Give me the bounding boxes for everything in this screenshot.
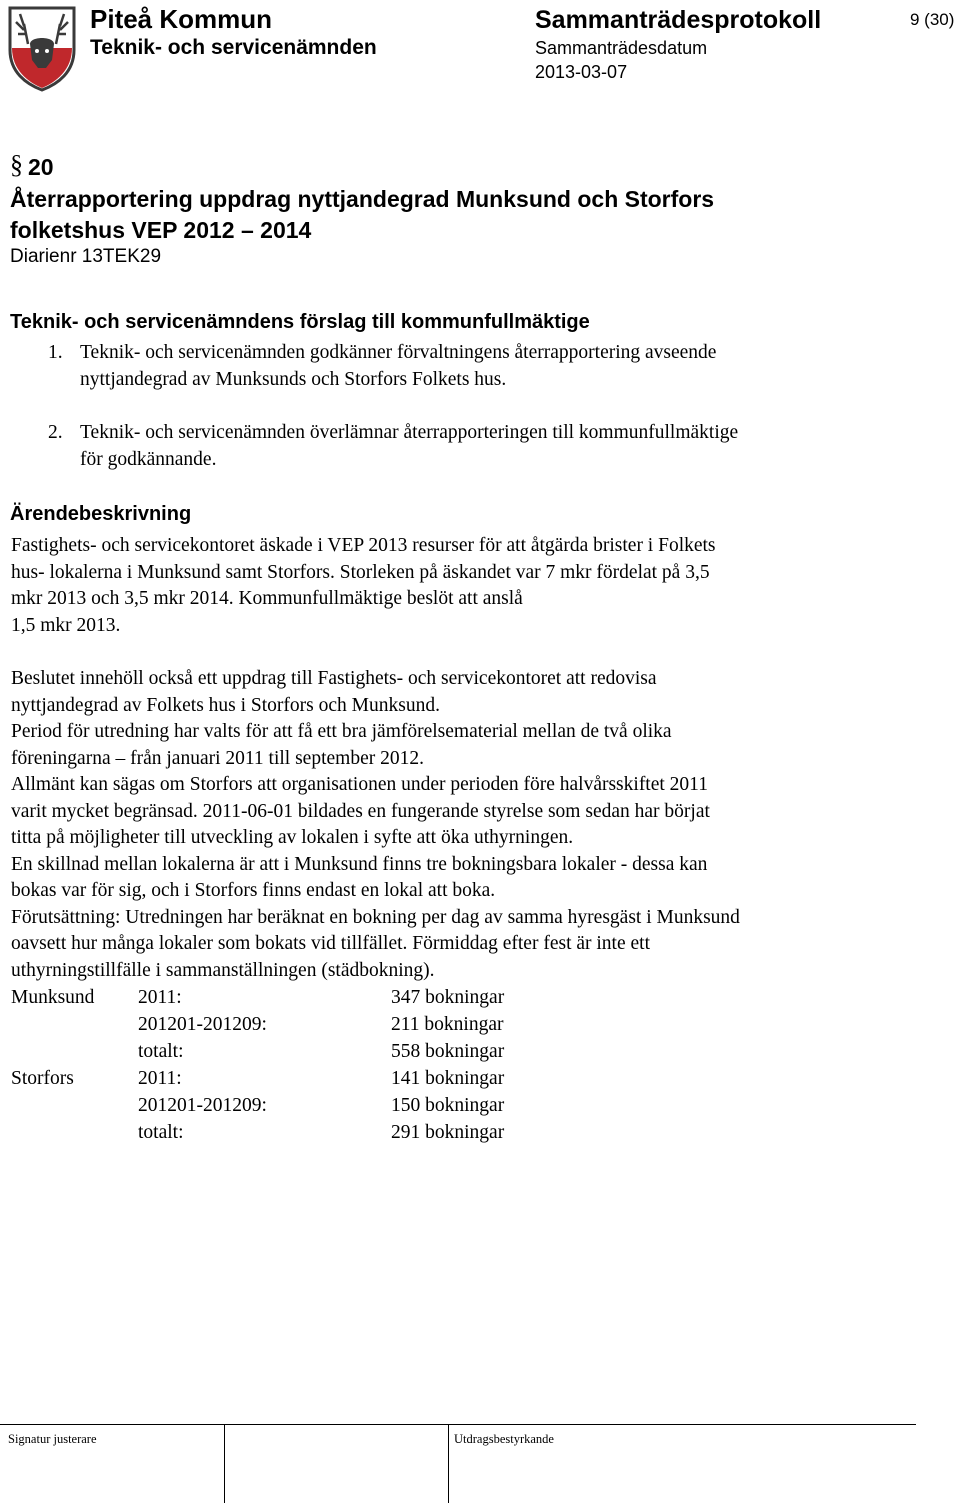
table-cell-value: 150 bokningar: [391, 1095, 505, 1116]
paragraph-line: hus- lokalerna i Munksund samt Storfors. Storleken på äskandet var 7 mkr fördelat på 3,5: [11, 561, 710, 583]
organization-name: Piteå Kommun: [90, 4, 273, 34]
list-item-number: 1.: [48, 342, 63, 363]
paragraph-line: Period för utredning har valts för att få ett bra jämförelsematerial mellan de två olika: [11, 721, 672, 742]
paragraph-symbol: §: [10, 150, 23, 179]
section-title-line: Återrapportering uppdrag nyttjandegrad Munksund och Storfors: [10, 186, 715, 212]
table-cell-value: 347 bokningar: [391, 987, 505, 1008]
table-cell-period: 2011:: [138, 987, 182, 1008]
municipal-coat-of-arms-logo: [6, 4, 78, 92]
document-type: Sammanträdesprotokoll: [535, 6, 822, 34]
meeting-date: 2013-03-07: [535, 62, 628, 82]
table-cell-value: 558 bokningar: [391, 1041, 505, 1062]
paragraph-line: uthyrningstillfälle i sammanställningen (städbokning).: [11, 959, 435, 981]
paragraph-line: mkr 2013 och 3,5 mkr 2014. Kommunfullmäktige beslöt att anslå: [11, 588, 523, 609]
table-cell-period: 201201-201209:: [138, 1095, 267, 1116]
table-cell-value: 291 bokningar: [391, 1122, 505, 1143]
registry-number: Diarienr 13TEK29: [10, 246, 162, 267]
paragraph-line: Förutsättning: Utredningen har beräknat en bokning per dag av samma hyresgäst i Munksund: [11, 906, 740, 928]
description-paragraph-2: [11, 666, 740, 984]
list-item-line: nyttjandegrad av Munksunds och Storfors Folkets hus.: [80, 368, 507, 390]
table-cell-period: totalt:: [138, 1041, 184, 1062]
footer-column-divider: [448, 1424, 449, 1503]
table-cell-place: Munksund: [11, 987, 95, 1008]
table-cell-place: Storfors: [11, 1068, 74, 1089]
table-cell-period: 2011:: [138, 1068, 182, 1089]
list-item-text: [80, 340, 716, 393]
signature-label: Signatur justerare: [8, 1432, 97, 1446]
table-cell-period: totalt:: [138, 1122, 184, 1143]
list-item-text: [80, 420, 738, 473]
page-number: 9 (30): [910, 10, 955, 29]
table-cell-period: 201201-201209:: [138, 1014, 267, 1035]
proposal-heading: Teknik- och servicenämndens förslag till kommunfullmäktige: [10, 311, 590, 333]
paragraph-line: Beslutet innehöll också ett uppdrag till Fastighets- och servicekontoret att redovisa: [11, 668, 657, 689]
paragraph-line: Allmänt kan sägas om Storfors att organisationen under perioden före halvårsskiftet 2011: [11, 774, 708, 795]
table-cell-value: 141 bokningar: [391, 1068, 505, 1089]
paragraph-line: titta på möjligheter till utveckling av lokalen i syfte att öka uthyrningen.: [11, 827, 574, 848]
paragraph-number: 20: [28, 154, 54, 180]
list-item-line: Teknik- och servicenämnden överlämnar återrapporteringen till kommunfullmäktige: [80, 422, 739, 443]
section-title: [10, 184, 910, 246]
description-heading: Ärendebeskrivning: [10, 503, 192, 525]
section-title-line: folketshus VEP 2012 – 2014: [10, 217, 312, 243]
list-item-line: Teknik- och servicenämnden godkänner förvaltningens återrapportering avseende: [80, 342, 717, 363]
paragraph-line: varit mycket begränsad. 2011-06-01 bildades en fungerande styrelse som sedan har börjat: [11, 800, 710, 822]
description-paragraph-1: [11, 533, 716, 639]
meeting-date-label: Sammanträdesdatum: [535, 38, 708, 58]
list-item-number: 2.: [48, 422, 63, 443]
paragraph-line: 1,5 mkr 2013.: [11, 614, 121, 636]
paragraph-line: oavsett hur många lokaler som bokats vid tillfället. Förmiddag efter fest är inte ett: [11, 933, 650, 954]
paragraph-line: nyttjandegrad av Folkets hus i Storfors och Munksund.: [11, 694, 440, 716]
footer-column-divider: [224, 1424, 225, 1503]
footer-divider: [0, 1424, 916, 1425]
board-name: Teknik- och servicenämnden: [90, 36, 377, 59]
paragraph-line: En skillnad mellan lokalerna är att i Munksund finns tre bokningsbara lokaler - dessa kan: [11, 853, 708, 875]
paragraph-line: Fastighets- och servicekontoret äskade i VEP 2013 resurser för att åtgärda brister i Folkets: [11, 535, 716, 556]
paragraph-line: föreningarna – från januari 2011 till september 2012.: [11, 747, 424, 769]
list-item-line: för godkännande.: [80, 448, 217, 470]
extract-certification-label: Utdragsbestyrkande: [454, 1432, 554, 1446]
paragraph-line: bokas var för sig, och i Storfors finns endast en lokal att boka.: [11, 880, 496, 901]
table-cell-value: 211 bokningar: [391, 1014, 504, 1035]
